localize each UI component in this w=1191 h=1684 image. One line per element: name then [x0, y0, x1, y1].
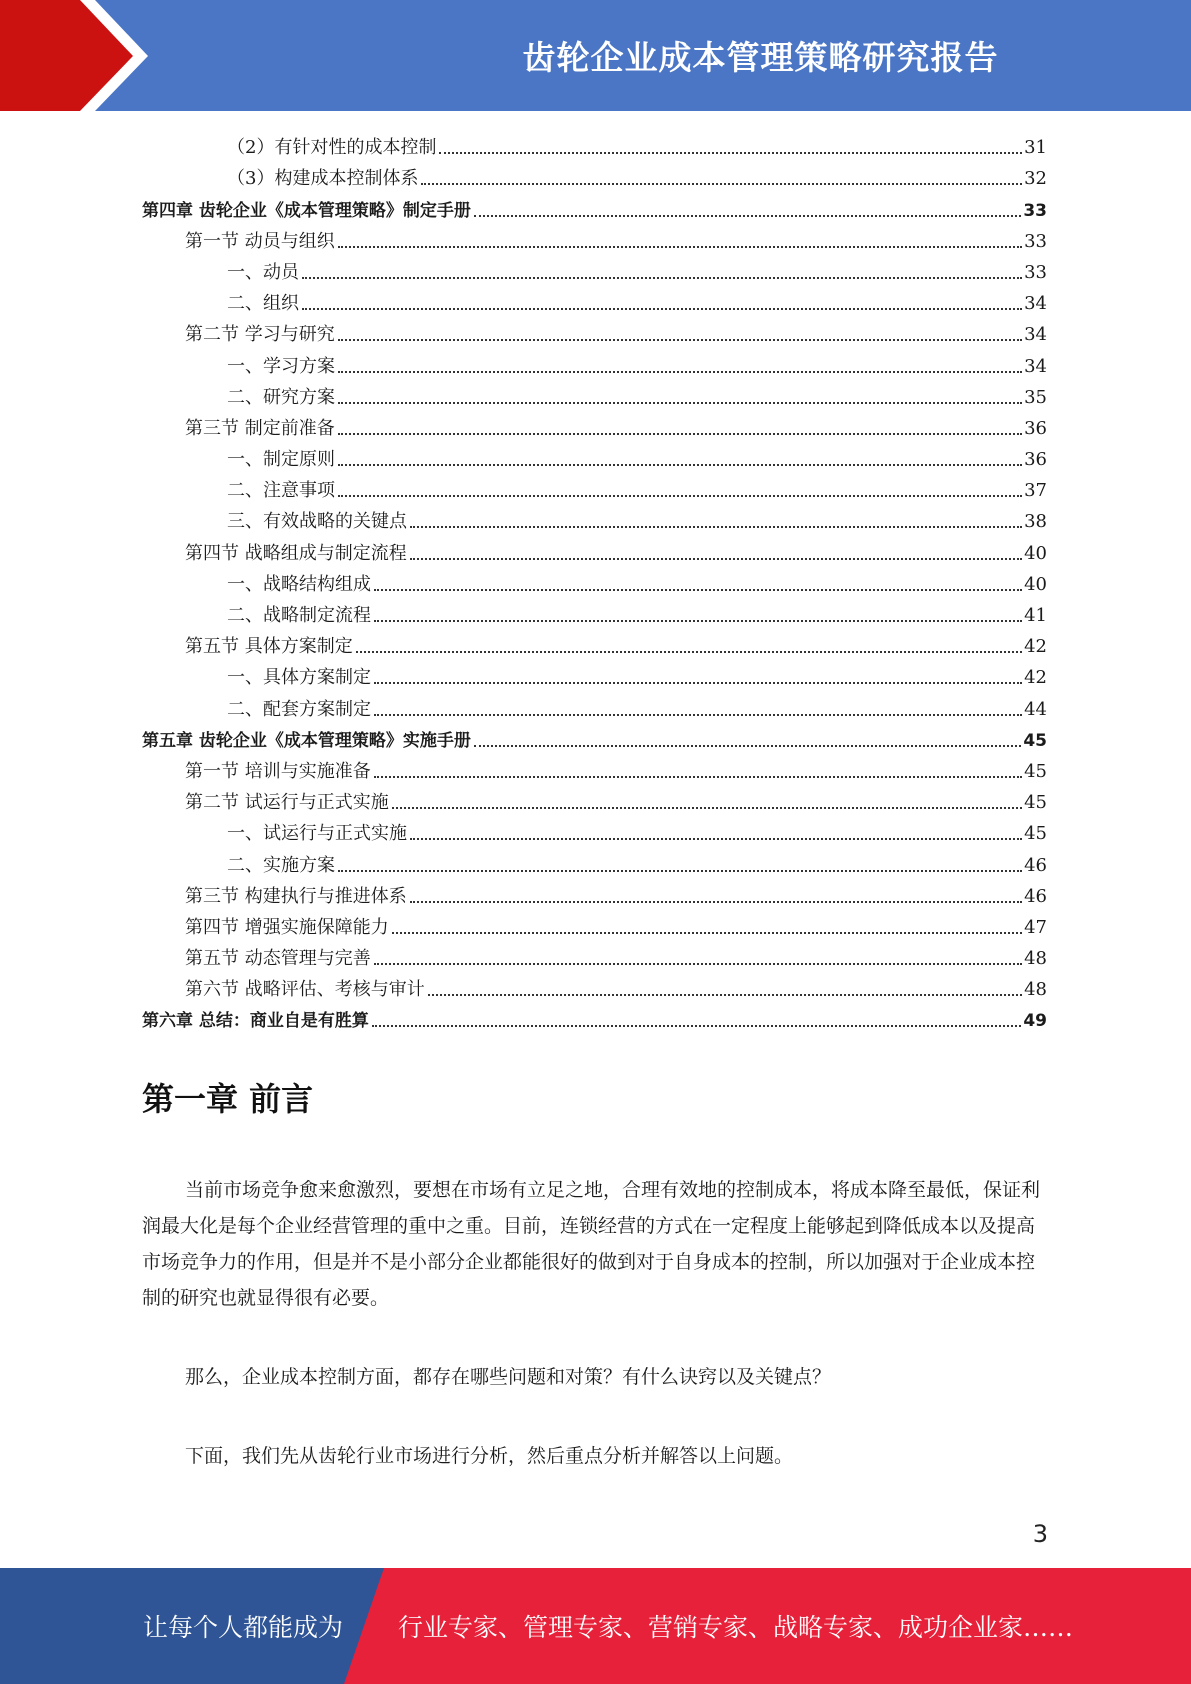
toc-entry-page: 45	[1023, 730, 1047, 751]
toc-entry-title: 一、动员	[227, 261, 299, 283]
toc-entry[interactable]	[142, 970, 1047, 1001]
body-paragraph: 下面，我们先从齿轮行业市场进行分析，然后重点分析并解答以上问题。	[185, 1445, 794, 1467]
toc-dot-leader	[410, 526, 1022, 528]
toc-entry-page: 49	[1023, 1011, 1047, 1032]
toc-entry-page: 32	[1024, 168, 1047, 190]
toc-entry-title: 第五章 齿轮企业《成本管理策略》实施手册	[142, 730, 471, 751]
toc-entry-title: 一、试运行与正式实施	[227, 823, 407, 845]
toc-entry-page: 41	[1024, 605, 1047, 626]
toc-entry-page: 46	[1024, 885, 1047, 907]
toc-entry[interactable]	[142, 783, 1047, 814]
toc-entry-title: 第四节 战略组成与制定流程	[185, 542, 407, 564]
toc-entry-title: 第三节 制定前准备	[185, 417, 335, 439]
toc-dot-leader	[392, 932, 1022, 934]
toc-entry[interactable]	[142, 627, 1047, 658]
toc-entry[interactable]	[142, 689, 1047, 720]
toc-entry-title: 第六章 总结：商业自是有胜算	[142, 1011, 369, 1032]
toc-entry-page: 34	[1024, 293, 1047, 315]
toc-entry[interactable]	[142, 565, 1047, 596]
toc-dot-leader	[428, 994, 1022, 996]
toc-dot-leader	[338, 870, 1022, 872]
toc-entry-page: 45	[1024, 760, 1047, 782]
toc-entry[interactable]	[142, 346, 1047, 377]
toc-dot-leader	[410, 838, 1022, 840]
toc-dot-leader	[302, 277, 1022, 279]
toc-entry-page: 34	[1024, 355, 1047, 377]
toc-dot-leader	[338, 339, 1022, 341]
toc-dot-leader	[374, 776, 1022, 778]
toc-entry[interactable]	[142, 596, 1047, 627]
toc-dot-leader	[392, 807, 1022, 809]
toc-entry-page: 45	[1024, 823, 1047, 845]
toc-dot-leader	[374, 682, 1022, 684]
toc-entry-page: 35	[1024, 386, 1047, 408]
toc-entry-title: 二、组织	[227, 293, 299, 315]
toc-entry[interactable]	[142, 939, 1047, 970]
footer-slogan-left: 让每个人都能成为	[143, 1613, 344, 1642]
toc-dot-leader	[374, 714, 1022, 716]
toc-entry-title: 第一节 动员与组织	[185, 230, 335, 252]
toc-entry-page: 48	[1024, 948, 1047, 970]
toc-entry-page: 46	[1024, 854, 1047, 876]
table-of-contents	[142, 128, 1047, 1032]
toc-dot-leader	[474, 745, 1021, 747]
toc-entry-page: 40	[1024, 542, 1047, 564]
toc-entry-title: 第三节 构建执行与推进体系	[185, 885, 407, 907]
toc-entry-title: 第一节 培训与实施准备	[185, 760, 371, 782]
toc-entry[interactable]	[142, 222, 1047, 253]
toc-dot-leader	[338, 402, 1022, 404]
toc-entry-title: 二、注意事项	[227, 480, 335, 502]
toc-entry-page: 45	[1024, 792, 1047, 814]
toc-entry[interactable]	[142, 814, 1047, 845]
toc-dot-leader	[302, 308, 1022, 310]
toc-entry-page: 34	[1024, 324, 1047, 346]
toc-entry-title: 第四节 增强实施保障能力	[185, 916, 389, 938]
toc-entry[interactable]	[142, 159, 1047, 190]
toc-entry-title: 第五节 动态管理与完善	[185, 948, 371, 970]
toc-entry-page: 36	[1024, 417, 1047, 439]
toc-entry-title: 一、战略结构组成	[227, 573, 371, 595]
chapter-heading: 第一章 前言	[142, 1080, 314, 1118]
toc-entry-title: （3）构建成本控制体系	[227, 168, 419, 190]
toc-entry-title: 第二节 学习与研究	[185, 324, 335, 346]
toc-entry[interactable]	[142, 845, 1047, 876]
toc-entry[interactable]	[142, 1001, 1047, 1032]
toc-entry-title: 三、有效战略的关键点	[227, 511, 407, 533]
toc-dot-leader	[374, 963, 1022, 965]
toc-entry-title: 第四章 齿轮企业《成本管理策略》制定手册	[142, 200, 471, 221]
toc-dot-leader	[421, 183, 1022, 185]
toc-entry[interactable]	[142, 128, 1047, 159]
document-title: 齿轮企业成本管理策略研究报告	[522, 38, 999, 77]
toc-dot-leader	[372, 1025, 1021, 1027]
toc-entry-title: 一、制定原则	[227, 449, 335, 471]
toc-entry-page: 48	[1024, 979, 1047, 1001]
toc-entry-title: 二、实施方案	[227, 854, 335, 876]
toc-entry[interactable]	[142, 315, 1047, 346]
toc-entry[interactable]	[142, 658, 1047, 689]
arrow-red-shape	[0, 0, 133, 111]
toc-entry-title: 第五节 具体方案制定	[185, 636, 353, 658]
toc-dot-leader	[356, 651, 1022, 653]
footer-slogan-right: 行业专家、管理专家、营销专家、战略专家、成功企业家……	[398, 1613, 1074, 1642]
toc-entry[interactable]	[142, 752, 1047, 783]
toc-entry[interactable]	[142, 533, 1047, 564]
toc-entry[interactable]	[142, 253, 1047, 284]
toc-entry[interactable]	[142, 440, 1047, 471]
page-number: 3	[1032, 1520, 1048, 1548]
toc-entry-page: 42	[1024, 636, 1047, 658]
toc-entry-page: 33	[1024, 261, 1047, 283]
toc-entry[interactable]	[142, 284, 1047, 315]
toc-entry[interactable]	[142, 190, 1047, 221]
toc-entry[interactable]	[142, 502, 1047, 533]
toc-entry[interactable]	[142, 409, 1047, 440]
toc-dot-leader	[338, 371, 1022, 373]
toc-entry-page: 36	[1024, 449, 1047, 471]
toc-entry[interactable]	[142, 721, 1047, 752]
toc-dot-leader	[374, 620, 1022, 622]
footer-band	[0, 1568, 1191, 1684]
header-band	[0, 0, 1191, 111]
toc-entry-page: 40	[1024, 573, 1047, 595]
toc-entry-page: 33	[1023, 200, 1047, 221]
toc-entry-page: 47	[1024, 916, 1047, 938]
toc-entry[interactable]	[142, 378, 1047, 409]
toc-dot-leader	[338, 464, 1022, 466]
toc-dot-leader	[439, 152, 1022, 154]
toc-entry-title: 二、战略制定流程	[227, 605, 371, 626]
toc-dot-leader	[474, 215, 1021, 217]
toc-entry-page: 38	[1024, 511, 1047, 533]
toc-dot-leader	[338, 495, 1022, 497]
toc-entry-page: 44	[1024, 698, 1047, 720]
body-paragraph: 那么，企业成本控制方面，都存在哪些问题和对策？有什么诀窍以及关键点？	[185, 1366, 832, 1388]
toc-entry-title: 第二节 试运行与正式实施	[185, 792, 389, 814]
toc-entry[interactable]	[142, 908, 1047, 939]
toc-entry-title: 第六节 战略评估、考核与审计	[185, 979, 425, 1001]
toc-dot-leader	[410, 901, 1022, 903]
toc-dot-leader	[410, 558, 1022, 560]
toc-dot-leader	[338, 246, 1022, 248]
body-paragraph: 当前市场竞争愈来愈激烈，要想在市场有立足之地，合理有效地的控制成本，将成本降至最低，保证利润最大化是每个企业经营管理的重中之重。目前，连锁经营的方式在一定程度上能够起到降低成本以及提高市场竞争力的作用，但是并不是小部分企业都能很好的做到对于自身成本的控制，所以加强对于企业成本控制的研究也就显得很有必要。	[142, 1179, 1041, 1309]
toc-entry-page: 42	[1024, 667, 1047, 689]
toc-entry[interactable]	[142, 471, 1047, 502]
toc-entry-title: 一、学习方案	[227, 355, 335, 377]
toc-entry-page: 37	[1024, 480, 1047, 502]
toc-entry-page: 33	[1024, 230, 1047, 252]
toc-entry-title: 二、研究方案	[227, 386, 335, 408]
toc-entry-title: 一、具体方案制定	[227, 667, 371, 689]
toc-entry-title: （2）有针对性的成本控制	[227, 137, 437, 159]
toc-entry[interactable]	[142, 877, 1047, 908]
toc-entry-page: 31	[1024, 137, 1047, 159]
toc-dot-leader	[374, 589, 1022, 591]
toc-dot-leader	[338, 433, 1022, 435]
toc-entry-title: 二、配套方案制定	[227, 698, 371, 720]
